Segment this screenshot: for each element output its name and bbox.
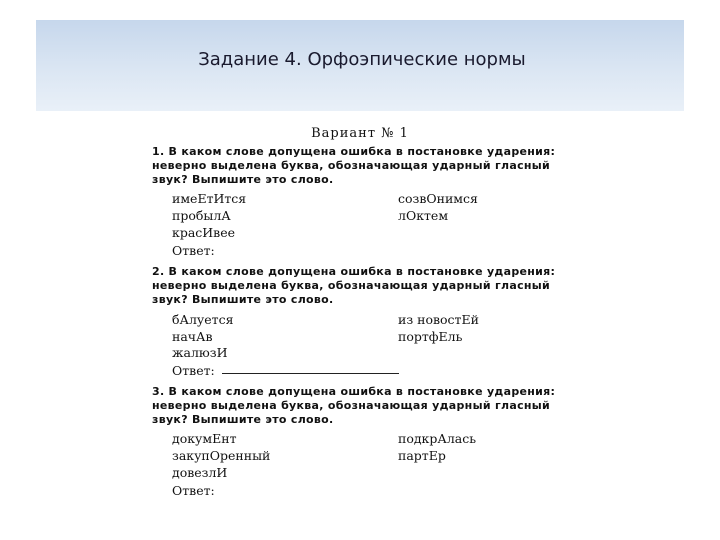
variant-heading: Вариант № 1 [311,126,409,141]
q3-word-4: подкрАлась [398,431,477,446]
q2-word-3: жалюзИ [172,345,228,360]
q3-word-2: закупОренный [172,448,271,463]
question-1-text: 1. В каком слове допущена ошибка в постановке ударения: неверно выделена буква, обозначающая ударный гласный звук? Выпишите это слово. [152,145,556,186]
q2-word-4: из новостЕй [398,312,479,327]
q3-answer-label: Ответ: [172,483,215,498]
q3-word-1: докумЕнт [172,431,237,446]
question-3-text: 3. В каком слове допущена ошибка в постановке ударения: неверно выделена буква, обозначающая ударный гласный звук? Выпишите это слово. [152,385,556,426]
q1-answer-label: Ответ: [172,243,215,258]
question-2-text: 2. В каком слове допущена ошибка в постановке ударения: неверно выделена буква, обозначающая ударный гласный звук? Выпишите это слово. [152,265,556,306]
q2-word-5: портфЕль [398,329,463,344]
q1-word-1: имеЕтИтся [172,191,247,206]
q2-answer-line [222,373,399,374]
q1-word-4: созвОнимся [398,191,478,206]
q3-word-5: партЕр [398,448,446,463]
q1-word-3: красИвее [172,225,236,240]
q3-word-3: довезлИ [172,465,228,480]
q2-word-1: бАлуется [172,312,234,327]
q1-word-2: пробылА [172,208,231,223]
q2-answer-label: Ответ: [172,363,215,378]
q2-word-2: начАв [172,329,213,344]
q1-word-5: лОктем [398,208,449,223]
slide-title: Задание 4. Орфоэпические нормы [198,49,526,70]
